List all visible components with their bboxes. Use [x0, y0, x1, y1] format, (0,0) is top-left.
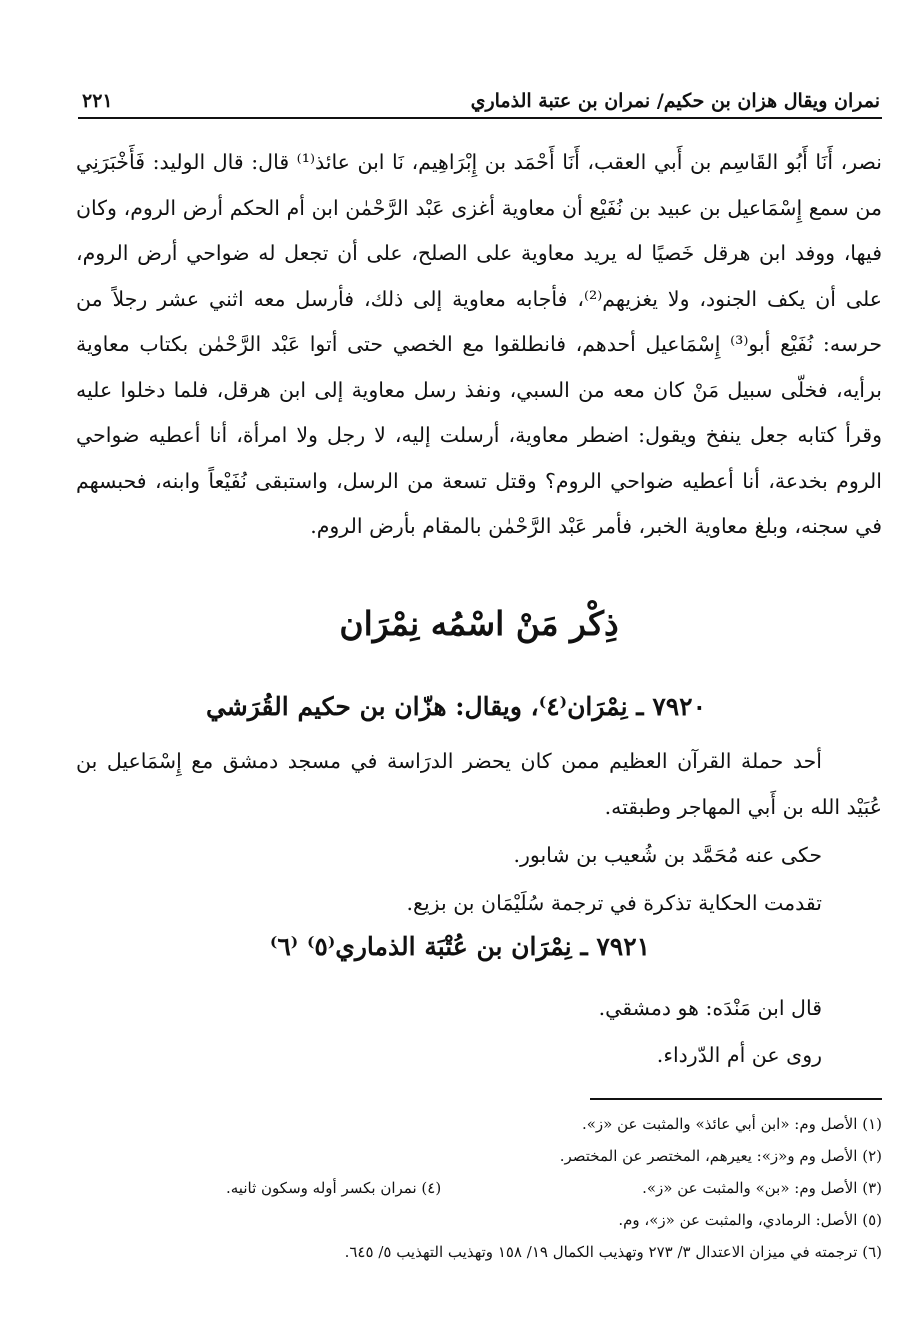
page-number: ٢٢١	[82, 90, 113, 112]
body-paragraph: نصر، أَنَا أَبُو القَاسِم بن أَبي العقب، أَنَا أَحْمَد بن إِبْرَاهِيم، نَا ابن عائذ⁽¹⁾ قال: قال الوليد: فَأَخْبَرَنِي من سمع إِسْمَاعيل بن عبيد بن نُفَيْع أن معاوية أغزى عَبْد الرَّحْمٰن ابن أم الحكم أرض الروم، وكان فيها، ووفد ابن هرقل خَصيًا له يريد معاوية على الصلح، على أن تجعل له ضواحي أرض الروم، على أن يكف الجنود، ولا يغزيهم⁽²⁾، فأجابه معاوية إلى ذلك، فأرسل معه اثني عشر رجلاً من حرسه: نُفَيْع أبو⁽³⁾ إِسْمَاعيل أحدهم، فانطلقوا مع الخصي حتى أتوا عَبْد الرَّحْمٰن بكتاب معاوية برأيه، فخلّى سبيل مَنْ كان معه من السبي، ونفذ رسل معاوية إلى ابن هرقل، فلما دخلوا عليه وقرأ كتابه جعل ينفخ ويقول: اضطر معاوية، أرسلت إليه، لا رجل ولا امرأة، أنا أعطيه ضواحي الروم بخدعة، أنا أعطيه ضواحي الروم؟ وقتل تسعة من الرسل، واستبقى نُفَيْعاً وابنه، فحبسهم في سجنه، وبلغ معاوية الخبر، فأمر عَبْد الرَّحْمٰن بالمقام بأرض الروم.	[76, 150, 883, 538]
entry-7921-heading: ٧٩٢١ ـ نِمْرَان بن عُتْبَة الذماري⁽٥⁾ ⁽٦⁾	[269, 932, 651, 961]
footnote-1: (١) الأصل وم: «ابن أبي عائذ» والمثبت عن «ز».	[581, 1115, 882, 1133]
footnote-row	[76, 1108, 882, 1140]
header-rule	[78, 117, 882, 119]
entry-7921-paragraph-1: قال ابن مَنْدَه: هو دمشقي.	[598, 996, 822, 1020]
footnote-4: (٤) نمران بكسر أوله وسكون ثانيه.	[226, 1179, 442, 1197]
footnotes	[76, 1108, 882, 1268]
footnote-rule	[590, 1098, 882, 1100]
entry-7920-heading: ٧٩٢٠ ـ نِمْرَان⁽٤⁾، ويقال: هزّان بن حكيم القُرَشي	[205, 692, 707, 721]
footnote-5: (٥) الأصل: الرمادي، والمثبت عن «ز»، وم.	[618, 1211, 882, 1229]
footnote-3: (٣) الأصل وم: «بن» والمثبت عن «ز».	[642, 1179, 882, 1197]
entry-7920-paragraph-3: تقدمت الحكاية تذكرة في ترجمة سُلَيْمَان بن بزيع.	[406, 891, 822, 915]
entry-7921-paragraph-2: روى عن أم الدّرداء.	[656, 1043, 822, 1067]
footnote-row	[76, 1236, 882, 1268]
entry-7920-paragraph-2: حكى عنه مُحَمَّد بن شُعيب بن شابور.	[513, 843, 822, 867]
section-heading: ذِكْر مَنْ اسْمُه نِمْرَان	[339, 604, 619, 643]
running-head	[82, 78, 880, 112]
footnote-row	[76, 1140, 882, 1172]
footnote-row	[76, 1172, 882, 1204]
footnote-2: (٢) الأصل وم و«ز»: يعيرهم، المختصر عن المختصر.	[559, 1147, 882, 1165]
footnote-6: (٦) ترجمته في ميزان الاعتدال ٣/ ٢٧٣ وتهذيب الكمال ١٩/ ١٥٨ وتهذيب التهذيب ٥/ ٦٤٥.	[344, 1243, 882, 1261]
entry-7920-paragraph-1: أحد حملة القرآن العظيم ممن كان يحضر الدرَاسة في مسجد دمشق مع إِسْمَاعيل بن عُبَيْد الله بن أَبي المهاجر وطبقته.	[76, 749, 882, 819]
footnote-row	[76, 1204, 882, 1236]
running-title: نمران ويقال هزان بن حكيم/ نمران بن عتبة الذماري	[470, 90, 880, 112]
